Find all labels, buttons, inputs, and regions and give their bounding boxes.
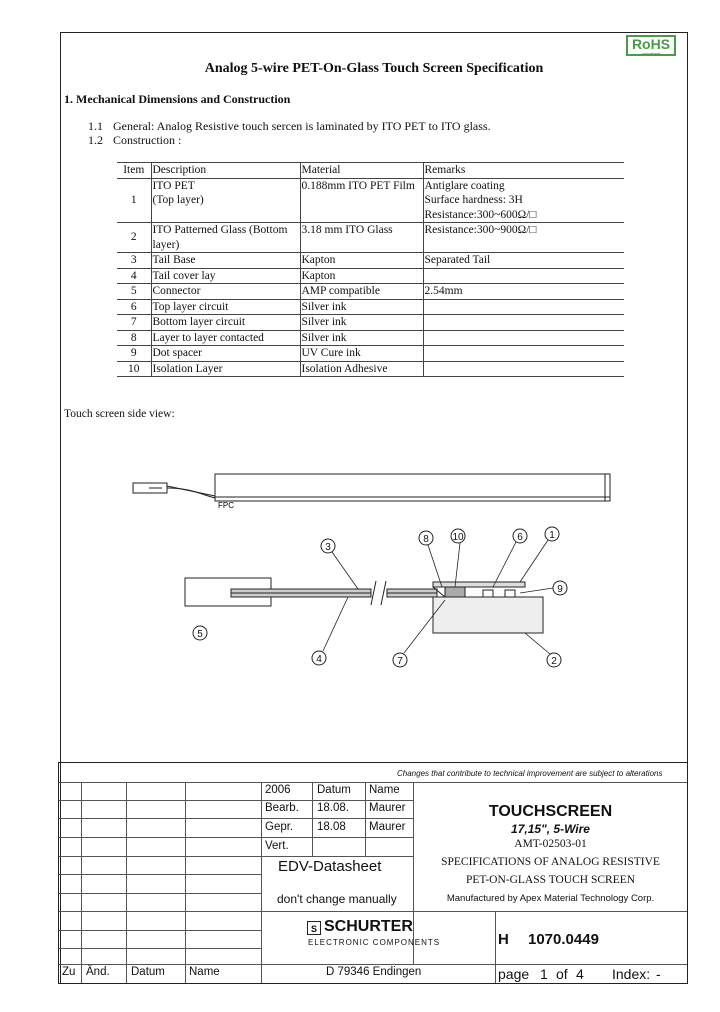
callout-5 bbox=[193, 626, 207, 640]
material-line: Kapton bbox=[301, 254, 336, 266]
remarks-line bbox=[425, 315, 624, 330]
cell-material bbox=[300, 346, 423, 362]
description-line: Dot spacer bbox=[152, 347, 202, 359]
cell-item bbox=[117, 223, 151, 253]
remarks-line: Surface hardness: 3H bbox=[424, 194, 523, 206]
vert-label: Vert. bbox=[265, 840, 289, 852]
fpc-label: FPC bbox=[218, 501, 234, 510]
cell-material bbox=[300, 253, 423, 269]
item-number: 4 bbox=[130, 269, 137, 282]
index-label: Index: bbox=[612, 966, 651, 982]
table-row bbox=[117, 299, 624, 315]
remarks-line: Resistance:300~600Ω/□ bbox=[424, 208, 537, 221]
remarks-line bbox=[425, 362, 624, 377]
item-number: 1 bbox=[130, 194, 137, 206]
table-header-row bbox=[117, 163, 624, 179]
year: 2006 bbox=[265, 784, 291, 796]
cell-description bbox=[151, 253, 300, 269]
product-name: TOUCHSCREEN bbox=[488, 803, 613, 820]
header-remarks: Remarks bbox=[423, 163, 624, 179]
cell-material bbox=[300, 178, 423, 223]
remarks-line bbox=[425, 331, 624, 346]
callout-6 bbox=[513, 529, 527, 543]
cell-description bbox=[151, 284, 300, 300]
description-line: Connector bbox=[152, 285, 201, 297]
cell-description bbox=[151, 361, 300, 377]
dot-spacer-a bbox=[483, 590, 493, 597]
cell-material bbox=[300, 361, 423, 377]
header-item: Item bbox=[117, 163, 151, 179]
cell-item bbox=[117, 178, 151, 223]
remarks-line bbox=[425, 269, 624, 284]
material-line: Isolation Adhesive bbox=[301, 362, 388, 375]
cell-description bbox=[151, 330, 300, 346]
edv-datasheet: EDV-Datasheet bbox=[278, 858, 382, 875]
gepr-date: 18.08 bbox=[317, 821, 346, 833]
cell-remarks bbox=[423, 346, 624, 362]
gepr-label: Gepr. bbox=[265, 821, 294, 833]
callout-7 bbox=[393, 653, 407, 667]
cell-item bbox=[117, 253, 151, 269]
description-line: Tail cover lay bbox=[152, 269, 216, 282]
cell-description bbox=[151, 178, 300, 223]
svg-text:6: 6 bbox=[517, 532, 523, 543]
item-number: 3 bbox=[130, 254, 137, 266]
dot-spacer-b bbox=[505, 590, 515, 597]
page-total: 4 bbox=[576, 966, 584, 982]
bottom-glass-layer bbox=[433, 597, 543, 633]
svg-text:3: 3 bbox=[325, 542, 331, 553]
name-label: Name bbox=[369, 784, 400, 796]
col-name: Name bbox=[189, 966, 220, 978]
section-heading: 1. Mechanical Dimensions and Construction bbox=[64, 92, 291, 106]
item-number: 9 bbox=[130, 347, 137, 359]
schurter-logo-icon: S bbox=[307, 921, 321, 935]
cell-material bbox=[300, 223, 423, 253]
item-number: 8 bbox=[130, 331, 137, 344]
cell-material bbox=[300, 315, 423, 331]
cell-remarks bbox=[423, 223, 624, 253]
spec-line-2: PET-ON-GLASS TOUCH SCREEN bbox=[465, 874, 636, 886]
cell-item bbox=[117, 268, 151, 284]
description-line: Isolation Layer bbox=[152, 362, 223, 375]
description-line: Layer to layer contacted bbox=[152, 331, 264, 344]
svg-text:1: 1 bbox=[549, 530, 555, 541]
page-label: page bbox=[498, 966, 530, 982]
cell-remarks bbox=[423, 253, 624, 269]
item-number: 10 bbox=[128, 362, 140, 375]
description-line: Bottom layer circuit bbox=[152, 316, 246, 328]
top-pet-layer bbox=[433, 582, 525, 587]
contact-silver bbox=[445, 587, 465, 597]
item-1-1-number: 1.1 bbox=[88, 119, 103, 133]
bearb-label: Bearb. bbox=[265, 802, 299, 814]
table-row bbox=[117, 253, 624, 269]
product-size: 17,15", 5-Wire bbox=[511, 822, 590, 836]
table-row bbox=[117, 178, 624, 223]
cell-item bbox=[117, 346, 151, 362]
cell-item bbox=[117, 299, 151, 315]
doc-number: 1070.0449 bbox=[528, 931, 599, 948]
company-subtitle: ELECTRONIC COMPONENTS bbox=[308, 938, 441, 947]
remarks-line bbox=[425, 346, 624, 361]
material-line: Silver ink bbox=[301, 316, 347, 328]
cell-description bbox=[151, 299, 300, 315]
part-number: AMT-02503-01 bbox=[514, 838, 587, 850]
spec-line-1: SPECIFICATIONS OF ANALOG RESISTIVE bbox=[441, 856, 660, 868]
svg-text:9: 9 bbox=[557, 584, 563, 595]
svg-text:7: 7 bbox=[397, 656, 403, 667]
item-number: 6 bbox=[130, 300, 137, 313]
svg-text:8: 8 bbox=[423, 534, 429, 545]
dont-change-note: don't change manually bbox=[277, 892, 397, 906]
notice-text: Changes that contribute to technical improvement are subject to alterations bbox=[397, 769, 663, 778]
svg-text:2: 2 bbox=[551, 656, 557, 667]
cell-remarks bbox=[423, 315, 624, 331]
header-description: Description bbox=[151, 163, 300, 179]
description-line: ITO Patterned Glass (Bottom bbox=[152, 224, 288, 236]
cell-material bbox=[300, 284, 423, 300]
index-value: - bbox=[656, 966, 661, 982]
remarks-line bbox=[425, 300, 624, 315]
table-row bbox=[117, 361, 624, 377]
cell-remarks bbox=[423, 299, 624, 315]
remarks-line: Separated Tail bbox=[424, 254, 491, 266]
table-row bbox=[117, 330, 624, 346]
callout-2 bbox=[547, 653, 561, 667]
gepr-name: Maurer bbox=[369, 821, 406, 833]
description-line: layer) bbox=[152, 238, 180, 251]
rohs-logo: RoHS compliant bbox=[626, 35, 676, 56]
callout-4 bbox=[312, 651, 326, 665]
manufacturer: Manufactured by Apex Material Technology Corp. bbox=[446, 893, 655, 904]
material-line: Silver ink bbox=[301, 300, 347, 313]
material-line: UV Cure ink bbox=[301, 347, 361, 359]
cell-description bbox=[151, 268, 300, 284]
side-view-diagram bbox=[100, 450, 620, 680]
cell-item bbox=[117, 330, 151, 346]
description-line: Tail Base bbox=[152, 254, 196, 266]
cell-remarks bbox=[423, 178, 624, 223]
cell-remarks bbox=[423, 268, 624, 284]
cell-description bbox=[151, 315, 300, 331]
col-aend: Änd. bbox=[86, 966, 110, 978]
remarks-line: Resistance:300~900Ω/□ bbox=[424, 224, 537, 236]
callout-10 bbox=[451, 529, 465, 543]
table-row bbox=[117, 346, 624, 362]
side-view-label: Touch screen side view: bbox=[64, 408, 175, 420]
description-line: (Top layer) bbox=[152, 194, 204, 206]
header-material: Material bbox=[300, 163, 423, 179]
cell-remarks bbox=[423, 330, 624, 346]
material-line: Silver ink bbox=[301, 331, 347, 344]
break-mark bbox=[371, 581, 386, 605]
cell-item bbox=[117, 315, 151, 331]
callout-8 bbox=[419, 531, 433, 545]
material-line: 0.188mm ITO PET Film bbox=[301, 179, 415, 192]
cell-remarks bbox=[423, 284, 624, 300]
callout-3 bbox=[321, 539, 335, 553]
callout-1 bbox=[545, 527, 559, 541]
remarks-line: 2.54mm bbox=[424, 285, 463, 297]
table-row bbox=[117, 268, 624, 284]
cell-item bbox=[117, 361, 151, 377]
cell-material bbox=[300, 330, 423, 346]
cell-description bbox=[151, 223, 300, 253]
material-line: 3.18 mm ITO Glass bbox=[301, 224, 393, 236]
callout-9 bbox=[553, 581, 567, 595]
table-row bbox=[117, 284, 624, 300]
page-number: 1 bbox=[540, 966, 548, 982]
doc-prefix: H bbox=[498, 931, 509, 948]
table-row bbox=[117, 315, 624, 331]
address: D 79346 Endingen bbox=[326, 966, 422, 978]
page-of: of bbox=[556, 966, 568, 982]
remarks-line: Antiglare coating bbox=[424, 179, 505, 192]
svg-text:10: 10 bbox=[452, 532, 464, 543]
svg-text:4: 4 bbox=[316, 654, 322, 665]
datum-label: Datum bbox=[317, 784, 351, 796]
item-1-2-number: 1.2 bbox=[88, 133, 103, 147]
item-1-1-text: General: Analog Resistive touch sercen is laminated by ITO PET to ITO glass. bbox=[113, 119, 491, 133]
page-title: Analog 5-wire PET-On-Glass Touch Screen Specification bbox=[204, 61, 544, 76]
table-row bbox=[117, 223, 624, 253]
bearb-date: 18.08. bbox=[317, 802, 349, 814]
svg-text:5: 5 bbox=[197, 629, 203, 640]
description-line: ITO PET bbox=[152, 179, 195, 192]
construction-table bbox=[117, 162, 624, 377]
cell-description bbox=[151, 346, 300, 362]
item-1-2-text: Construction : bbox=[113, 133, 182, 147]
company-name: SCHURTER bbox=[324, 918, 413, 935]
item-number: 5 bbox=[130, 285, 137, 297]
cell-item bbox=[117, 284, 151, 300]
bearb-name: Maurer bbox=[369, 802, 406, 814]
material-line: Kapton bbox=[301, 269, 336, 282]
col-zu: Zu bbox=[62, 966, 76, 978]
fpc-tail-top-view bbox=[167, 488, 215, 498]
item-number: 2 bbox=[130, 231, 137, 244]
cell-remarks bbox=[423, 361, 624, 377]
material-line: AMP compatible bbox=[301, 285, 380, 297]
cell-material bbox=[300, 268, 423, 284]
col-datum: Datum bbox=[131, 966, 165, 978]
cell-material bbox=[300, 299, 423, 315]
item-number: 7 bbox=[130, 316, 137, 328]
description-line: Top layer circuit bbox=[152, 300, 229, 313]
